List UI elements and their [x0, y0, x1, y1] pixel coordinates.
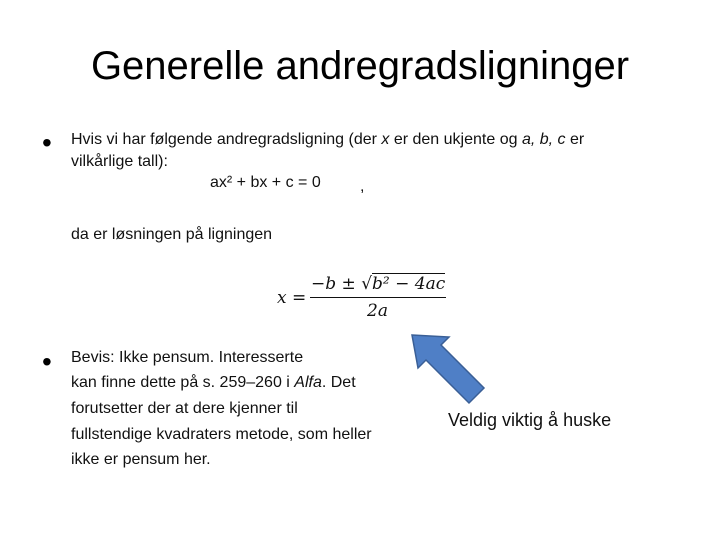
quadratic-equation: ax² + bx + c = 0 — [210, 174, 321, 191]
formula-lhs: x = — [277, 288, 307, 308]
item2-line2-a: kan finne dette på s. 259–260 i — [71, 374, 295, 391]
formula-minus-b: −b ± — [311, 274, 356, 294]
slide-title: Generelle andregradsligninger — [90, 44, 630, 88]
formula-radicand: b² − 4ac — [372, 274, 446, 294]
formula-denominator: 2a — [367, 301, 388, 321]
bullet-1: • — [42, 127, 52, 158]
item1-line2: vilkårlige tall): — [71, 153, 168, 170]
item1-line1-b: er den ukjente og — [389, 131, 522, 148]
item1-line1-x: x — [381, 131, 390, 148]
item2-book-title: Alfa — [294, 374, 322, 391]
item2-line1: Bevis: Ikke pensum. Interesserte — [71, 349, 304, 366]
item2-line3: forutsetter der at dere kjenner til — [71, 400, 298, 417]
item2-line2-b: . Det — [321, 374, 356, 391]
item1-line1-abc: a, b, c — [521, 131, 566, 148]
blue-arrow-icon — [412, 335, 484, 403]
equation-comma: , — [360, 178, 365, 195]
item1-line1-a: Hvis vi har følgende andregradsligning (der — [71, 131, 382, 148]
item2-line4: fullstendige kvadraters metode, som heller — [71, 426, 372, 443]
item1-line3: da er løsningen på ligningen — [71, 226, 273, 243]
sqrt-symbol: √ — [361, 274, 373, 294]
item1-line1-c: er — [565, 131, 585, 148]
bullet-2: • — [42, 346, 52, 377]
callout-text: Veldig viktig å huske — [448, 410, 612, 430]
item2-line5: ikke er pensum her. — [71, 451, 211, 468]
